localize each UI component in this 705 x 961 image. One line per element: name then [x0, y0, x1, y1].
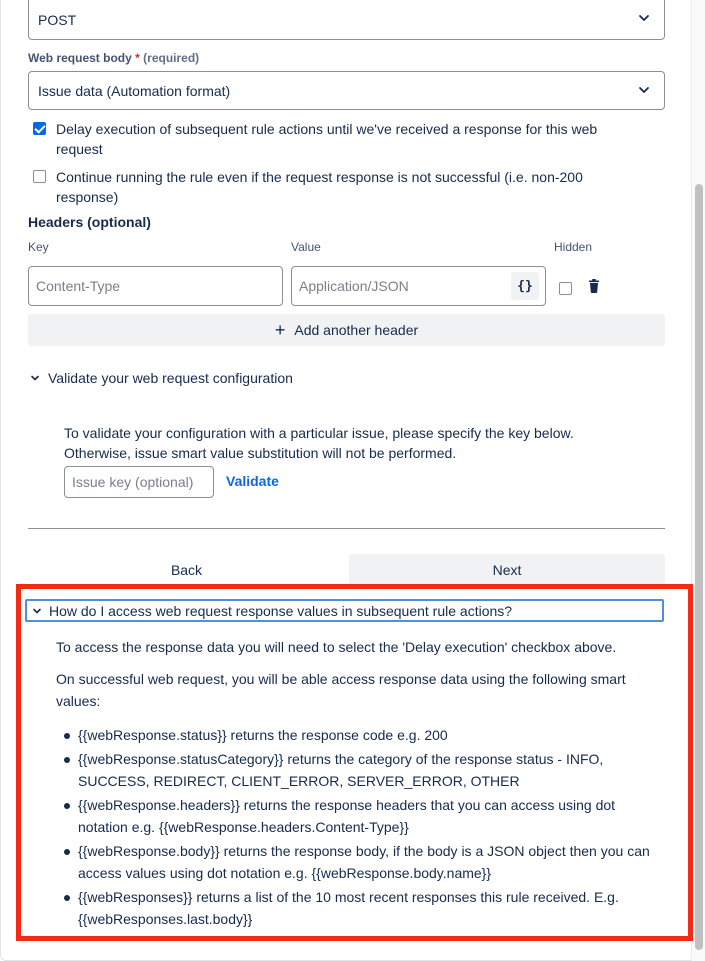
hidden-column-header: Hidden — [554, 240, 593, 254]
issue-key-placeholder: Issue key (optional) — [72, 474, 194, 490]
request-body-label — [28, 51, 199, 65]
faq-paragraph: On successful web request, you will be able access response data using the following smart values: — [56, 671, 626, 709]
plus-icon: + — [274, 320, 286, 340]
required-asterisk: * — [135, 51, 140, 65]
list-item: {{webResponse.statusCategory}} returns the category of the response status - INFO, SUCCESS, REDIRECT, CLIENT_ERROR, SERVER_ERROR, OTHER — [78, 748, 668, 792]
http-method-select[interactable] — [28, 0, 665, 40]
delay-execution-option — [33, 119, 633, 159]
chevron-down-icon — [30, 373, 40, 383]
request-body-value: Issue data (Automation format) — [38, 82, 231, 99]
validate-config-toggle[interactable] — [30, 370, 293, 386]
divider — [28, 528, 665, 529]
chevron-down-icon — [638, 84, 650, 96]
header-value-input[interactable] — [291, 266, 546, 306]
chevron-down-icon — [638, 12, 650, 24]
smart-value-braces-button[interactable]: {} — [511, 272, 539, 300]
scrollbar[interactable] — [691, 0, 705, 961]
add-header-label: Add another header — [294, 322, 419, 338]
continue-running-label: Continue running the rule even if the request response is not successful (i.e. non-200 response) — [56, 169, 583, 205]
faq-paragraph: To access the response data you will need to select the 'Delay execution' checkbox above. — [56, 639, 617, 655]
validate-config-label: Validate your web request configuration — [48, 370, 293, 386]
list-item: {{webResponse.status}} returns the response code e.g. 200 — [78, 724, 668, 746]
list-item: {{webResponse.body}} returns the response body, if the body is a JSON object then you can access values using dot notation e.g. {{webResponse.body.name}} — [78, 840, 668, 884]
header-key-placeholder: Content-Type — [36, 278, 121, 294]
issue-key-input[interactable] — [64, 466, 214, 498]
headers-title: Headers (optional) — [28, 214, 151, 230]
header-hidden-toggle — [559, 279, 572, 295]
faq-answer — [56, 636, 668, 932]
continue-running-option — [33, 167, 633, 207]
faq-toggle[interactable] — [25, 599, 664, 622]
continue-running-checkbox[interactable] — [33, 170, 46, 183]
list-item: {{webResponse.headers}} returns the response headers that you can access using dot notation e.g. {{webResponse.headers.Content-Type}} — [78, 794, 668, 838]
request-body-label-text: Web request body — [28, 51, 132, 65]
header-key-input[interactable] — [28, 266, 283, 306]
list-item: {{webResponses}} returns a list of the 10 most recent responses this rule received. E.g. {{webResponses.last.body}} — [78, 886, 668, 930]
delay-execution-checkbox[interactable] — [33, 122, 46, 135]
request-body-select[interactable] — [28, 71, 665, 110]
validate-link[interactable]: Validate — [226, 473, 279, 489]
scrollbar-thumb[interactable] — [695, 184, 703, 950]
required-text: (required) — [143, 51, 200, 65]
trash-icon[interactable] — [588, 279, 600, 293]
validate-description: To validate your configuration with a particular issue, please specify the key below. Otherwise, issue smart value substitution will not be performed. — [64, 425, 574, 461]
back-button[interactable]: Back — [170, 562, 203, 578]
add-header-button[interactable] — [28, 314, 665, 346]
next-button[interactable]: Next — [349, 554, 665, 586]
header-value-placeholder: Application/JSON — [299, 278, 409, 294]
smart-values-list — [56, 724, 668, 930]
value-column-header: Value — [291, 240, 321, 254]
header-hidden-checkbox[interactable] — [559, 282, 572, 295]
http-method-value: POST — [38, 11, 77, 28]
key-column-header: Key — [28, 240, 49, 254]
faq-question: How do I access web request response values in subsequent rule actions? — [49, 602, 513, 619]
delay-execution-label: Delay execution of subsequent rule actions until we've received a response for this web request — [56, 121, 598, 157]
chevron-down-icon — [32, 606, 42, 616]
